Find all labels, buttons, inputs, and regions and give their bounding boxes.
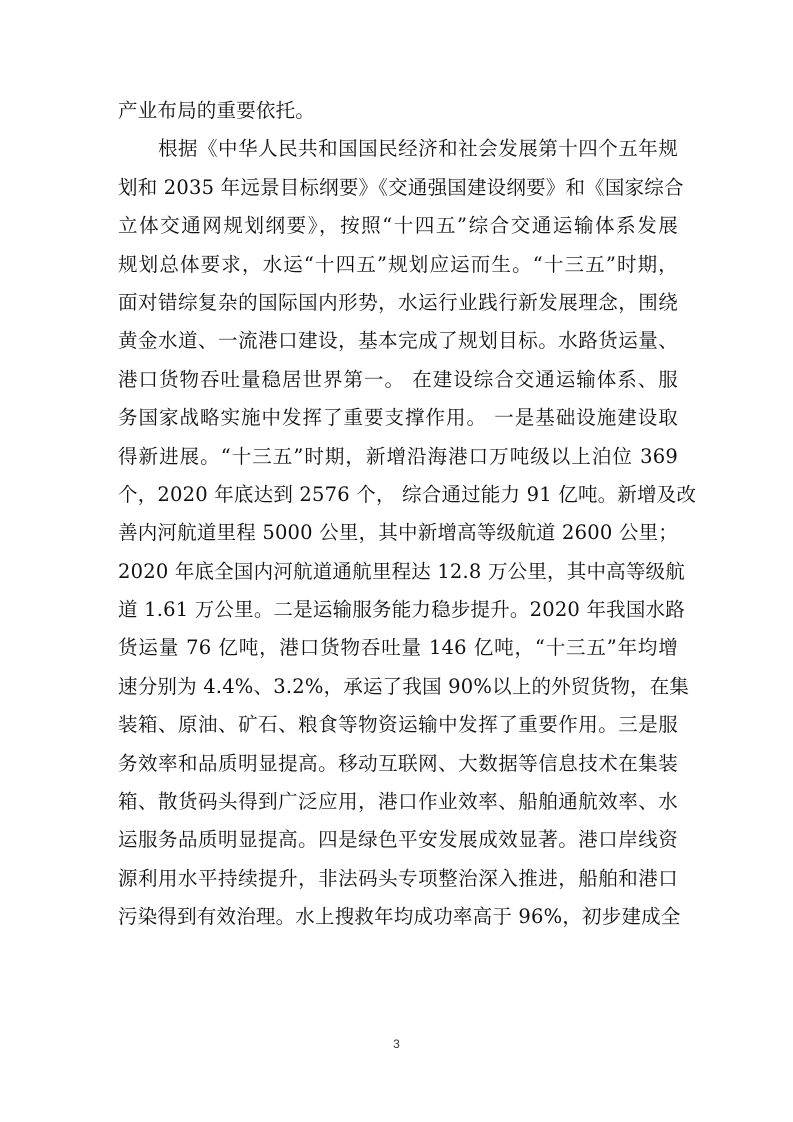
text-line: 产业布局的重要依托。 bbox=[118, 99, 316, 122]
text-line: 污染得到有效治理。水上搜救年均成功率高于 96%，初步建成全 bbox=[118, 905, 681, 929]
text-line: 善内河航道里程 5000 公里，其中新增高等级航道 2600 公里； bbox=[118, 521, 678, 545]
text-line: 速分别为 4.4%、3.2%，承运了我国 90%以上的外贸货物，在集 bbox=[118, 674, 690, 698]
text-line: 立体交通网规划纲要》，按照“十四五”综合交通运输体系发展 bbox=[118, 214, 678, 238]
text-line: 面对错综复杂的国际国内形势，水运行业践行新发展理念，围绕 bbox=[118, 290, 678, 314]
text-line: 规划总体要求，水运“十四五”规划应运而生。“十三五”时期， bbox=[118, 252, 678, 276]
text-line: 务国家战略实施中发挥了重要支撑作用。 一是基础设施建设取 bbox=[118, 406, 678, 430]
text-line: 货运量 76 亿吨，港口货物吞吐量 146 亿吨，“十三五”年均增 bbox=[118, 636, 678, 660]
page-number: 3 bbox=[393, 1037, 400, 1051]
text-line: 个，2020 年底达到 2576 个， 综合通过能力 91 亿吨。新增及改 bbox=[118, 482, 697, 506]
text-line: 划和 2035 年远景目标纲要》《交通强国建设纲要》和《国家综合 bbox=[118, 175, 684, 199]
text-line: 得新进展。“十三五”时期，新增沿海港口万吨级以上泊位 369 bbox=[118, 444, 678, 468]
text-line: 黄金水道、一流港口建设，基本完成了规划目标。水路货运量、 bbox=[118, 329, 678, 353]
text-line: 2020 年底全国内河航道通航里程达 12.8 万公里，其中高等级航 bbox=[118, 559, 685, 583]
body-text bbox=[118, 92, 697, 937]
text-line: 源利用水平持续提升，非法码头专项整治深入推进，船舶和港口 bbox=[118, 866, 678, 890]
text-line: 道 1.61 万公里。二是运输服务能力稳步提升。2020 年我国水路 bbox=[118, 598, 685, 622]
text-line: 港口货物吞吐量稳居世界第一。 在建设综合交通运输体系、服 bbox=[118, 367, 678, 391]
text-line: 箱、散货码头得到广泛应用，港口作业效率、船舶通航效率、水 bbox=[118, 790, 678, 814]
text-line: 根据《中华人民共和国国民经济和社会发展第十四个五年规 bbox=[118, 137, 678, 161]
text-line: 运服务品质明显提高。四是绿色平安发展成效显著。港口岸线资 bbox=[118, 828, 678, 852]
text-line: 务效率和品质明显提高。移动互联网、大数据等信息技术在集装 bbox=[118, 751, 678, 775]
text-line: 装箱、原油、矿石、粮食等物资运输中发挥了重要作用。三是服 bbox=[118, 713, 678, 737]
